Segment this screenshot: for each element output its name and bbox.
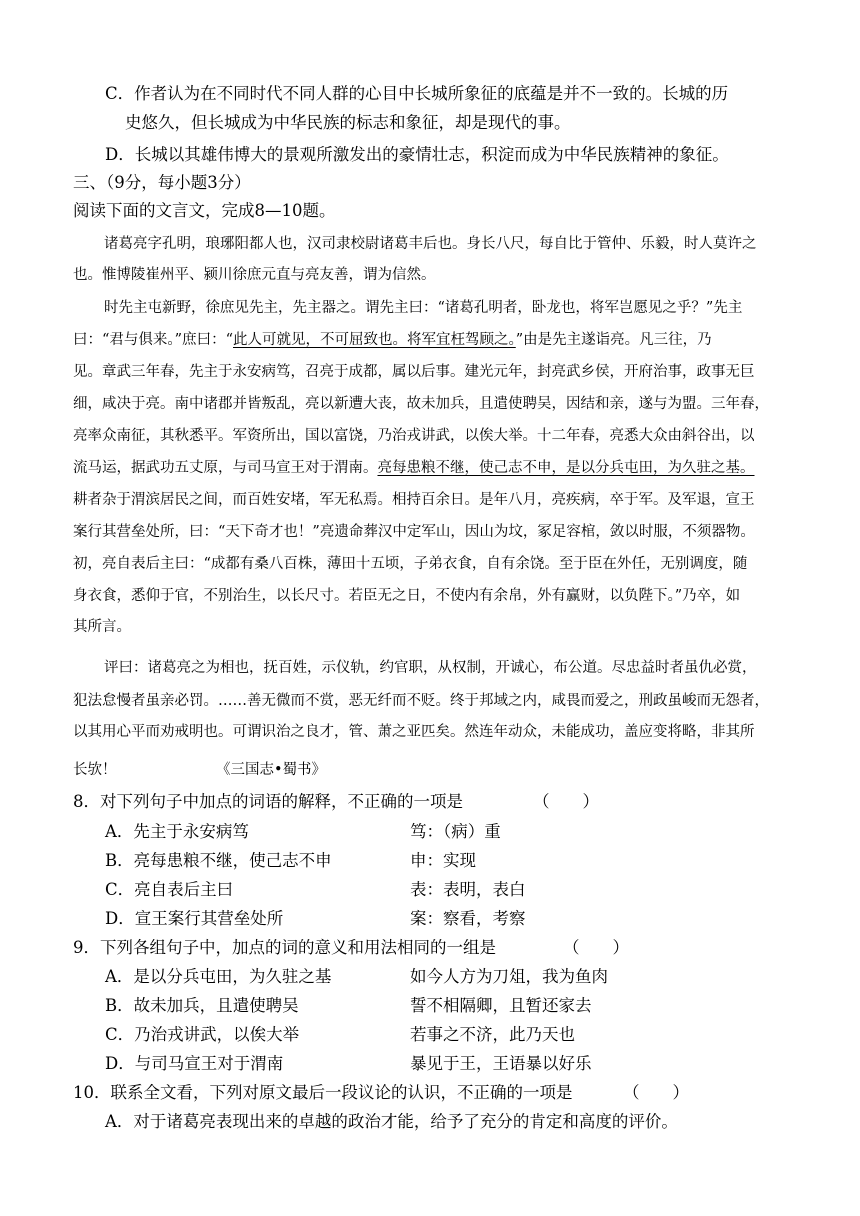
passage-p2-line5: 亮率众南征，其秋悉平。军资所出，国以富饶，乃治戎讲武，以俟大举。十二年春，亮悉大众由斜谷出，以: [73, 428, 755, 444]
q9-option-b-left: B．故未加兵，且遣使聘吴: [105, 996, 299, 1015]
q9-option-d-left: D．与司马宣王对于渭南: [105, 1054, 284, 1073]
q9-option-c-right: 若事之不济，此乃天也: [410, 1025, 575, 1044]
section-instruction: 阅读下面的文言文，完成8—10题。: [73, 201, 336, 220]
q8-option-c-gloss: 表：表明，表白: [410, 880, 526, 899]
q9-option-b-right: 誓不相隔卿，且暂还家去: [410, 996, 592, 1015]
q9-option-a-left: A．是以分兵屯田，为久驻之基: [105, 967, 332, 986]
q10-option-a: A．对于诸葛亮表现出来的卓越的政治才能，给予了充分的肯定和高度的评价。: [105, 1112, 678, 1131]
passage-p2-line2: [73, 328, 712, 349]
q7-option-c-line2: 史悠久，但长城成为中华民族的标志和象征，却是现代的事。: [125, 113, 571, 132]
passage-source: 《三国志•蜀书》: [216, 762, 327, 778]
q8-option-a: A．先主于永安病笃: [105, 822, 249, 841]
q8-option-d-gloss: 案：察看，考察: [410, 909, 526, 928]
passage-p3-line4: 长欤！: [73, 762, 117, 778]
q8-option-a-gloss: 笃：（病）重: [410, 822, 501, 841]
q10-answer-paren: （ ）: [623, 1083, 689, 1102]
q9-answer-paren: （ ）: [563, 938, 629, 957]
q8-answer-paren: （ ）: [533, 792, 599, 811]
q8-option-d: D．宣王案行其营垒处所: [105, 909, 284, 928]
q8-option-b-gloss: 申：实现: [410, 851, 476, 870]
passage-p3-line1: 评曰：诸葛亮之为相也，抚百姓，示仪轨，约官职，从权制，开诚心，布公道。尽忠益时者虽仇必赏，: [104, 660, 757, 676]
q8-option-b: B．亮每患粮不继，使己志不申: [105, 851, 332, 870]
q7-option-c-line1: C．作者认为在不同时代不同人群的心目中长城所象征的底蕴是并不一致的。长城的历: [105, 84, 729, 103]
passage-p2-line9: 初，亮自表后主曰：“成都有桑八百株，薄田十五顷，子弟衣食，自有余饶。至于臣在外任，无别调度，随: [73, 556, 748, 572]
underlined-sentence: 此人可就见，不可屈致也。将军宜枉驾顾之。: [233, 332, 516, 348]
passage-p2-line1: 时先主屯新野，徐庶见先主，先主器之。谓先主曰：“诸葛孔明者，卧龙也，将军岂愿见之乎？”先主: [104, 300, 743, 316]
section-heading: 三、（9分，每小题3分）: [73, 173, 251, 192]
passage-p2-line11: 其所言。: [73, 619, 131, 635]
passage-text: 曰：“君与俱来。”庶曰：“: [73, 332, 233, 348]
underlined-sentence: 亮每患粮不继，使己志不申，是以分兵屯田，为久驻之基。: [377, 460, 755, 476]
q7-option-d: D．长城以其雄伟博大的景观所激发出的豪情壮志，积淀而成为中华民族精神的象征。: [105, 145, 729, 164]
passage-p1-line2: 也。惟博陵崔州平、颍川徐庶元直与亮友善，谓为信然。: [73, 267, 436, 283]
passage-p2-line7: 耕者杂于渭滨居民之间，而百姓安堵，军无私焉。相持百余日。是年八月，亮疾病，卒于军。及军退，宣王: [73, 492, 755, 508]
q10-stem: 10．联系全文看，下列对原文最后一段议论的认识，不正确的一项是: [73, 1083, 573, 1102]
passage-text: 流马运，据武功五丈原，与司马宣王对于渭南。: [73, 460, 378, 476]
passage-p2-line6: [73, 456, 755, 477]
passage-p3-line3: 以其用心平而劝戒明也。可谓识治之良才，管、萧之亚匹矣。然连年动众，未能成功，盖应变将略，非其所: [73, 724, 755, 740]
q9-option-d-right: 暴见于王，王语暴以好乐: [410, 1054, 592, 1073]
passage-p2-line4: 细，咸决于亮。南中诸郡并皆叛乱，亮以新遭大丧，故未加兵，且遣使聘吴，因结和亲，遂与为盟。三年春，: [73, 396, 769, 412]
passage-p3-line2: 犯法怠慢者虽亲必罚。……善无微而不赏，恶无纤而不贬。终于邦域之内，咸畏而爱之，刑政虽峻而无怨者，: [73, 693, 769, 709]
q8-stem: 8．对下列句子中加点的词语的解释，不正确的一项是: [73, 792, 463, 811]
q9-option-c-left: C．乃治戎讲武，以俟大举: [105, 1025, 300, 1044]
passage-p1-line1: 诸葛亮字孔明，琅琊阳都人也，汉司隶校尉诸葛丰后也。身长八尺，每自比于管仲、乐毅，时人莫许之: [104, 236, 757, 252]
passage-p2-line8: 案行其营垒处所，曰：“天下奇才也！”亮遗命葬汉中定军山，因山为坟，冢足容棺，敛以时服，不须器物。: [73, 524, 755, 540]
passage-p2-line10: 身衣食，悉仰于官，不别治生，以长尺寸。若臣无之日，不使内有余帛，外有赢财，以负陛下。”乃卒，如: [73, 588, 741, 604]
q8-option-c: C．亮自表后主曰: [105, 880, 234, 899]
q9-option-a-right: 如今人方为刀俎，我为鱼肉: [410, 967, 608, 986]
q9-stem: 9．下列各组句子中，加点的词的意义和用法相同的一组是: [73, 938, 496, 957]
passage-p2-line3: 见。章武三年春，先主于永安病笃，召亮于成都，属以后事。建光元年，封亮武乡侯，开府治事，政事无巨: [73, 364, 755, 380]
passage-text: ”由是先主遂诣亮。凡三往，乃: [515, 332, 712, 348]
